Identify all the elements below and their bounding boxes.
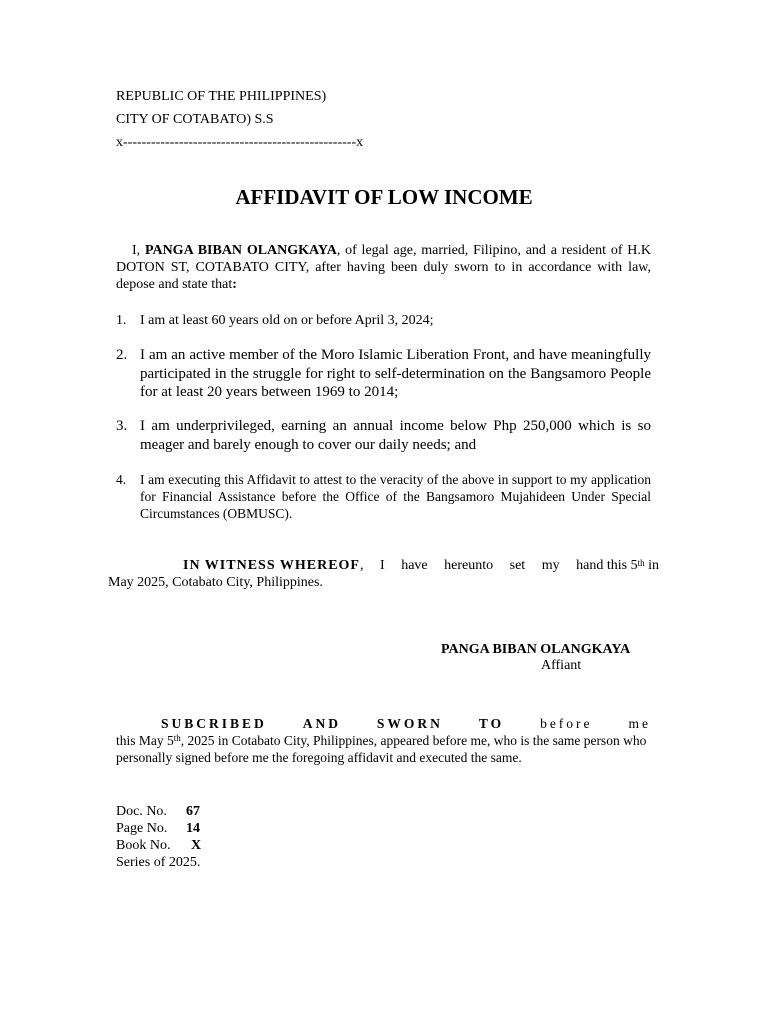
- page-no-label: Page No.: [116, 821, 168, 836]
- notarial-registry: [116, 803, 201, 871]
- venue-line-city: CITY OF COTABATO) S.S: [116, 112, 274, 127]
- page-no-value: 14: [186, 821, 200, 836]
- doc-no-label: Doc. No.: [116, 804, 167, 819]
- witness-date-line: May 2025, Cotabato City, Philippines.: [108, 575, 323, 590]
- document-title: AFFIDAVIT OF LOW INCOME: [235, 185, 533, 209]
- signature-role: Affiant: [541, 658, 582, 673]
- intro-colon: :: [232, 277, 237, 292]
- statement-text: I am an active member of the Moro Islamic Liberation Front, and have meaningfully participated in the struggle for right to self-determination on the Bangsamoro People for at least 20 years between 1969 to 2014;: [140, 347, 651, 400]
- book-no-label: Book No.: [116, 838, 171, 853]
- doc-no-value: 67: [186, 804, 200, 819]
- venue-line-republic: REPUBLIC OF THE PHILIPPINES): [116, 89, 327, 104]
- venue-divider: x--------------------------------------------------x: [116, 135, 364, 150]
- jurat-text: this May 5th, 2025 in Cotabato City, Philippines, appeared before me, who is the same person who personally signed before me the foregoing affidavit and executed the same.: [116, 733, 647, 765]
- affiant-name-inline: PANGA BIBAN OLANGKAYA: [144, 243, 337, 258]
- intro-paragraph: [116, 242, 651, 293]
- witness-clause: IN WITNESS WHEREOF, I have hereunto set my hand this 5th in May 2025, Cotabato City, Philippines.: [108, 558, 659, 590]
- intro-prefix: I,: [132, 243, 145, 258]
- book-no-value: X: [191, 838, 202, 853]
- intro-text: , of legal age, married, Filipino, and a resident of H.K DOTON ST, COTABATO CITY, after having been duly sworn to in accordance with law, depose and state that: [116, 243, 651, 292]
- statement-item-3: [116, 417, 651, 454]
- statement-number: 3.: [116, 418, 128, 434]
- statement-item-1: [116, 312, 651, 329]
- jurat-clause: SUBCRIBED AND SWORN TO before me this May 5th, 2025 in Cotabato City, Philippines, appeared before me, who is the same person who personally signed before me the foregoing affidavit and executed the same.: [116, 716, 651, 765]
- statement-item-4: [116, 471, 651, 522]
- statement-text: I am executing this Affidavit to attest to the veracity of the above in support to my application for Financial Assistance before the Office of the Bangsamoro Mujahideen Under Special Circumstances (OBMUSC).: [140, 472, 651, 521]
- statement-number: 4.: [116, 472, 127, 487]
- statement-text: I am underprivileged, earning an annual income below Php 250,000 which is so meager and barely enough to cover our daily needs; and: [140, 418, 651, 453]
- statement-number: 2.: [116, 347, 128, 363]
- statement-text: I am at least 60 years old on or before April 3, 2024;: [140, 313, 434, 328]
- witness-heading: IN WITNESS WHEREOF: [183, 558, 360, 573]
- signature-name: PANGA BIBAN OLANGKAYA: [441, 642, 631, 657]
- statement-number: 1.: [116, 313, 127, 328]
- statement-item-2: [116, 346, 651, 402]
- series-line: Series of 2025.: [116, 855, 201, 870]
